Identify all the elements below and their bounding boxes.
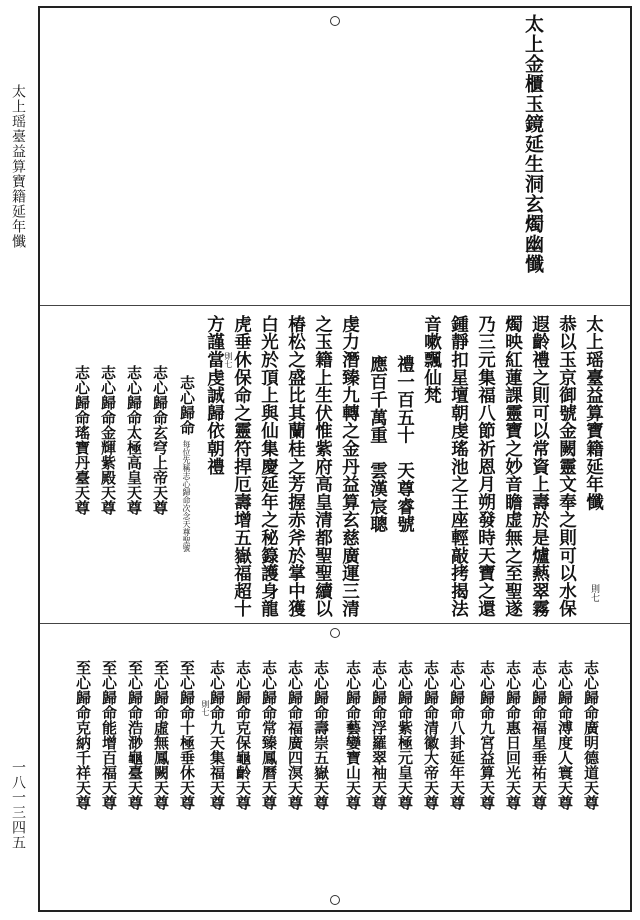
panel-divider-bottom: [40, 623, 630, 624]
middle-panel-note: 則七: [589, 584, 599, 602]
bottom-col-9: 志心歸命浮羅翠袖天尊: [370, 660, 388, 810]
margin-book-title: 太上瑶臺益算寶籍延年懺: [10, 84, 26, 249]
bottom-col-19: 至心歸命能增百福天尊: [100, 660, 118, 810]
bottom-col-10: 志心歸命藝孌寶山天尊: [344, 660, 362, 810]
bottom-col-7: 志心歸命清徽大帝天尊: [422, 660, 440, 810]
margin-page-number: 一八一三四五: [10, 760, 26, 850]
bottom-col-20: 至心歸命克納千祥天尊: [74, 660, 92, 810]
bottom-col-17: 至心歸命虛無鳳闕天尊: [152, 660, 170, 810]
middle-col-3: 遐齡禮之則可以常資上壽於是爐爇翠霧: [529, 315, 550, 618]
middle-sub-col-3: 志心歸命金輝紫殿天尊: [99, 365, 117, 515]
bottom-col-18: 至心歸命浩渺龜臺天尊: [126, 660, 144, 810]
middle-col-2: 恭以玉京御號金闕靈文奉之則可以水保: [556, 315, 577, 618]
bottom-col-5: 志心歸命九宮益算天尊: [478, 660, 496, 810]
bottom-col-13: 志心歸命常臻鳳曆天尊: [260, 660, 278, 810]
middle-col-5: 乃三元集福八節祈恩月朔發時天寶之還: [475, 315, 496, 618]
bottom-panel-note: 則七: [201, 700, 210, 716]
bottom-col-6: 志心歸命八卦延年天尊: [448, 660, 466, 810]
middle-col-15: 方謹當虔誠歸依朝禮: [204, 315, 225, 476]
middle-col-9: 應百千萬重 雲漢宸聰: [367, 355, 388, 533]
bottom-col-11: 志心歸命壽崇五嶽天尊: [312, 660, 330, 810]
bottom-col-3: 志心歸命福星垂祐天尊: [530, 660, 548, 810]
panel-divider-top: [40, 305, 630, 306]
middle-col-1-title: 太上瑶臺益算寶籍延年懺: [583, 315, 604, 511]
bottom-col-1: 志心歸命廣明德道天尊: [582, 660, 600, 810]
bottom-col-15: 志心歸命九天集福天尊: [208, 660, 226, 810]
middle-col-10: 虔力潛臻九轉之金丹益算玄慈廣運三清: [339, 315, 360, 618]
middle-col-11: 之玉籍上生伏惟紫府高皇清都聖聖續以: [312, 315, 333, 618]
bottom-col-8: 志心歸命紫極元皇天尊: [396, 660, 414, 810]
bottom-col-14: 志心歸命克保龜齡天尊: [234, 660, 252, 810]
middle-sub-col-2: 志心歸命太極高皇天尊: [125, 365, 143, 515]
middle-invocation: 志心歸命: [178, 375, 196, 435]
middle-sub-col-1: 志心歸命玄穹上帝天尊: [151, 365, 169, 515]
middle-small-note-2: 每位先稱志心歸命次念天尊聖號: [182, 440, 191, 552]
bottom-col-2: 志心歸命溥度人寰天尊: [556, 660, 574, 810]
middle-col-8: 禮一百五十 天尊睿號: [394, 355, 415, 533]
middle-col-7: 音嗽飄仙梵: [421, 315, 442, 404]
binding-hole-icon: [330, 628, 340, 638]
middle-sub-col-4: 志心歸命瑤寶丹臺天尊: [73, 365, 91, 515]
middle-small-note-1: 則七: [224, 352, 233, 368]
bottom-col-4: 志心歸命惠日回光天尊: [504, 660, 522, 810]
middle-col-14: 虎垂休保命之靈符捍厄壽增五嶽福超十: [231, 315, 252, 618]
bottom-col-16: 至心歸命十極垂休天尊: [178, 660, 196, 810]
binding-hole-icon: [330, 16, 340, 26]
binding-hole-icon: [330, 895, 340, 905]
middle-col-13: 白光於頂上與仙集慶延年之秘籙護身龍: [258, 315, 279, 618]
top-panel-title: 太上金櫃玉鏡延生洞玄燭幽懺: [522, 14, 544, 274]
bottom-col-12: 志心歸命福廣四溟天尊: [286, 660, 304, 810]
middle-col-6: 鍾靜扣星壇朝虔瑤池之王座輕敲拷揭法: [448, 315, 469, 618]
middle-col-12: 椿松之盛比其蘭桂之芳握赤斧於掌中獲: [285, 315, 306, 618]
middle-col-4: 燭映紅蓮課靈寶之妙音瞻虚無之至聖遂: [502, 315, 523, 618]
